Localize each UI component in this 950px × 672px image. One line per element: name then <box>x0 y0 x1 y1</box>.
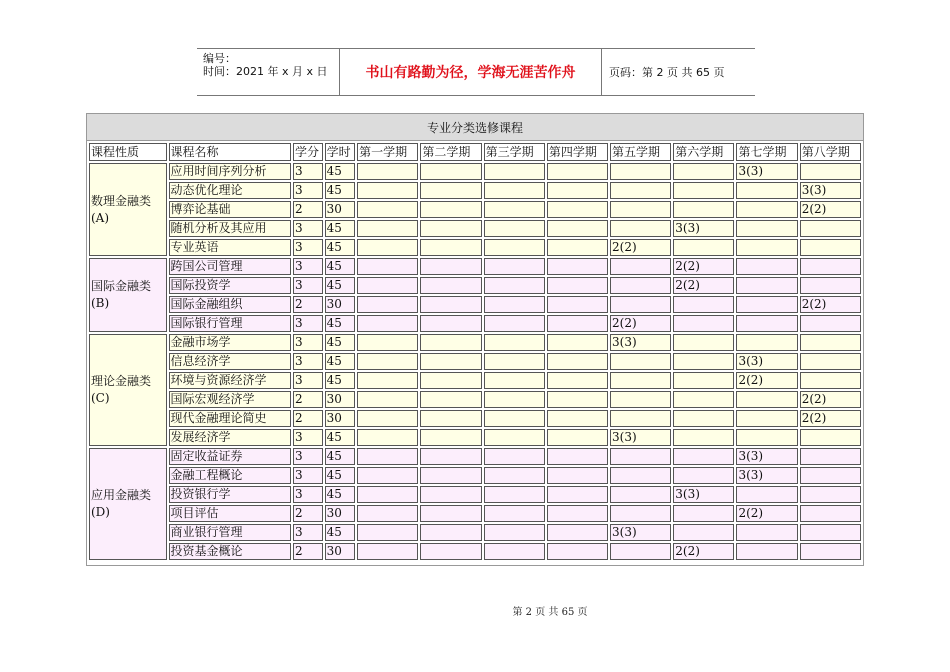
semester-cell <box>484 524 545 541</box>
semester-cell <box>800 372 861 389</box>
course-credit: 3 <box>293 486 323 503</box>
course-name: 专业英语 <box>169 239 291 256</box>
semester-cell <box>547 201 608 218</box>
semester-cell <box>736 239 797 256</box>
category-cell <box>89 163 167 256</box>
course-hours: 45 <box>325 182 356 199</box>
semester-cell <box>484 315 545 332</box>
semester-cell: 2(2) <box>736 372 797 389</box>
semester-cell <box>484 239 545 256</box>
table-row <box>89 391 861 408</box>
course-credit: 3 <box>293 524 323 541</box>
course-name: 应用时间序列分析 <box>169 163 291 180</box>
semester-cell: 3(3) <box>736 163 797 180</box>
course-credit: 3 <box>293 315 323 332</box>
semester-cell <box>547 353 608 370</box>
semester-cell <box>484 258 545 275</box>
semester-cell <box>610 163 671 180</box>
time-label: 时间：2021 年 x 月 x 日 <box>203 65 328 78</box>
semester-cell <box>800 315 861 332</box>
table-row <box>89 543 861 560</box>
semester-cell <box>610 182 671 199</box>
course-name: 动态优化理论 <box>169 182 291 199</box>
semester-cell: 2(2) <box>673 277 734 294</box>
semester-cell <box>673 334 734 351</box>
column-header: 第五学期 <box>610 143 671 161</box>
category-name: 国际金融类 <box>91 279 152 293</box>
table-row <box>89 467 861 484</box>
table-row <box>89 277 861 294</box>
semester-cell <box>800 353 861 370</box>
course-name: 投资基金概论 <box>169 543 291 560</box>
course-name: 现代金融理论简史 <box>169 410 291 427</box>
table-row <box>89 353 861 370</box>
course-name: 固定收益证券 <box>169 448 291 465</box>
semester-cell <box>484 410 545 427</box>
semester-cell <box>484 353 545 370</box>
semester-cell: 3(3) <box>800 182 861 199</box>
semester-cell <box>357 258 418 275</box>
course-hours: 30 <box>325 201 356 218</box>
semester-cell <box>673 448 734 465</box>
course-name: 发展经济学 <box>169 429 291 446</box>
semester-cell <box>420 429 481 446</box>
semester-cell: 2(2) <box>800 391 861 408</box>
semester-cell <box>673 296 734 313</box>
semester-cell <box>484 296 545 313</box>
semester-cell <box>547 163 608 180</box>
category-cell <box>89 258 167 332</box>
semester-cell: 2(2) <box>610 239 671 256</box>
table-row <box>89 372 861 389</box>
semester-cell <box>357 220 418 237</box>
semester-cell: 2(2) <box>673 258 734 275</box>
semester-cell <box>673 372 734 389</box>
semester-cell <box>547 448 608 465</box>
course-hours: 30 <box>325 543 356 560</box>
semester-cell <box>420 467 481 484</box>
table-row <box>89 201 861 218</box>
semester-cell <box>484 334 545 351</box>
semester-cell <box>610 448 671 465</box>
semester-cell <box>610 410 671 427</box>
semester-cell <box>547 372 608 389</box>
course-credit: 3 <box>293 353 323 370</box>
course-credit: 3 <box>293 163 323 180</box>
semester-cell <box>736 220 797 237</box>
semester-cell <box>484 372 545 389</box>
table-row <box>89 410 861 427</box>
semester-cell <box>420 505 481 522</box>
semester-cell <box>610 353 671 370</box>
course-name: 项目评估 <box>169 505 291 522</box>
semester-cell <box>357 505 418 522</box>
course-credit: 3 <box>293 182 323 199</box>
semester-cell <box>420 486 481 503</box>
semester-cell <box>547 486 608 503</box>
course-credit: 3 <box>293 258 323 275</box>
course-name: 投资银行学 <box>169 486 291 503</box>
serial-label: 编号： <box>203 52 236 65</box>
semester-cell <box>610 543 671 560</box>
course-credit: 3 <box>293 448 323 465</box>
semester-cell <box>484 391 545 408</box>
semester-cell: 3(3) <box>736 467 797 484</box>
semester-cell: 3(3) <box>736 448 797 465</box>
semester-cell <box>357 353 418 370</box>
semester-cell <box>547 220 608 237</box>
course-credit: 2 <box>293 391 323 408</box>
semester-cell <box>547 296 608 313</box>
semester-cell <box>357 163 418 180</box>
course-credit: 2 <box>293 296 323 313</box>
table-row <box>89 505 861 522</box>
semester-cell <box>610 296 671 313</box>
semester-cell <box>547 543 608 560</box>
semester-cell <box>736 391 797 408</box>
semester-cell <box>800 505 861 522</box>
semester-cell <box>673 524 734 541</box>
semester-cell <box>673 410 734 427</box>
semester-cell <box>547 315 608 332</box>
category-cell <box>89 334 167 446</box>
semester-cell <box>357 467 418 484</box>
category-code: (D) <box>91 505 110 519</box>
course-name: 国际投资学 <box>169 277 291 294</box>
semester-cell <box>610 467 671 484</box>
semester-cell <box>357 410 418 427</box>
category-cell <box>89 448 167 560</box>
semester-cell: 3(3) <box>610 524 671 541</box>
semester-cell <box>673 201 734 218</box>
semester-cell <box>420 296 481 313</box>
semester-cell <box>484 163 545 180</box>
course-hours: 45 <box>325 277 356 294</box>
course-credit: 3 <box>293 334 323 351</box>
course-name: 金融工程概论 <box>169 467 291 484</box>
category-name: 应用金融类 <box>91 488 152 502</box>
category-code: (C) <box>91 391 110 405</box>
semester-cell <box>610 201 671 218</box>
semester-cell <box>420 239 481 256</box>
semester-cell <box>420 524 481 541</box>
course-credit: 2 <box>293 201 323 218</box>
course-hours: 45 <box>325 315 356 332</box>
semester-cell <box>420 201 481 218</box>
table-row <box>89 429 861 446</box>
course-name: 金融市场学 <box>169 334 291 351</box>
semester-cell <box>610 391 671 408</box>
semester-cell: 3(3) <box>736 353 797 370</box>
table-row <box>89 239 861 256</box>
course-credit: 3 <box>293 220 323 237</box>
semester-cell <box>736 258 797 275</box>
semester-cell <box>547 277 608 294</box>
course-credit: 3 <box>293 239 323 256</box>
semester-cell <box>800 486 861 503</box>
semester-cell <box>357 201 418 218</box>
course-credit: 2 <box>293 543 323 560</box>
table-row <box>89 448 861 465</box>
semester-cell <box>357 524 418 541</box>
semester-cell <box>736 277 797 294</box>
semester-cell <box>547 467 608 484</box>
page-header <box>197 48 755 96</box>
table-row <box>89 334 861 351</box>
semester-cell <box>736 429 797 446</box>
semester-cell <box>357 543 418 560</box>
semester-cell <box>673 505 734 522</box>
course-hours: 30 <box>325 505 356 522</box>
semester-cell <box>420 353 481 370</box>
semester-cell <box>736 334 797 351</box>
semester-cell <box>736 201 797 218</box>
table-row <box>89 524 861 541</box>
semester-cell <box>547 410 608 427</box>
course-name: 国际银行管理 <box>169 315 291 332</box>
course-hours: 45 <box>325 429 356 446</box>
semester-cell <box>610 505 671 522</box>
semester-cell <box>547 239 608 256</box>
semester-cell <box>547 182 608 199</box>
semester-cell <box>673 467 734 484</box>
course-hours: 45 <box>325 353 356 370</box>
semester-cell <box>673 163 734 180</box>
course-grid <box>87 141 863 562</box>
semester-cell <box>420 448 481 465</box>
semester-cell: 2(2) <box>800 296 861 313</box>
column-header: 学时 <box>325 143 356 161</box>
semester-cell <box>547 429 608 446</box>
semester-cell <box>484 505 545 522</box>
semester-cell <box>484 201 545 218</box>
semester-cell <box>357 486 418 503</box>
table-row <box>89 486 861 503</box>
course-credit: 3 <box>293 372 323 389</box>
course-name: 国际宏观经济学 <box>169 391 291 408</box>
semester-cell <box>736 296 797 313</box>
course-hours: 45 <box>325 372 356 389</box>
course-name: 环境与资源经济学 <box>169 372 291 389</box>
table-row <box>89 182 861 199</box>
semester-cell: 2(2) <box>736 505 797 522</box>
semester-cell <box>484 429 545 446</box>
semester-cell <box>736 182 797 199</box>
course-hours: 30 <box>325 410 356 427</box>
header-motto: 书山有路勤为径，学海无涯苦作舟 <box>340 49 602 95</box>
course-name: 博弈论基础 <box>169 201 291 218</box>
semester-cell <box>610 486 671 503</box>
semester-cell <box>357 277 418 294</box>
semester-cell: 3(3) <box>610 429 671 446</box>
column-header: 第六学期 <box>673 143 734 161</box>
semester-cell <box>484 220 545 237</box>
semester-cell <box>420 391 481 408</box>
course-hours: 45 <box>325 448 356 465</box>
semester-cell <box>736 410 797 427</box>
semester-cell <box>357 429 418 446</box>
semester-cell <box>484 543 545 560</box>
semester-cell <box>673 429 734 446</box>
course-table <box>86 113 864 566</box>
semester-cell <box>357 334 418 351</box>
course-credit: 3 <box>293 429 323 446</box>
course-credit: 2 <box>293 410 323 427</box>
column-header: 课程性质 <box>89 143 167 161</box>
table-header-row <box>89 143 861 161</box>
semester-cell <box>357 182 418 199</box>
semester-cell <box>610 220 671 237</box>
course-credit: 3 <box>293 467 323 484</box>
column-header: 第四学期 <box>547 143 608 161</box>
semester-cell <box>484 467 545 484</box>
table-row <box>89 163 861 180</box>
semester-cell <box>673 315 734 332</box>
semester-cell <box>547 524 608 541</box>
semester-cell <box>547 505 608 522</box>
column-header: 第一学期 <box>357 143 418 161</box>
semester-cell <box>420 220 481 237</box>
course-hours: 45 <box>325 239 356 256</box>
semester-cell: 3(3) <box>673 220 734 237</box>
semester-cell <box>800 429 861 446</box>
course-name: 国际金融组织 <box>169 296 291 313</box>
semester-cell: 3(3) <box>673 486 734 503</box>
semester-cell <box>484 182 545 199</box>
header-meta <box>197 49 340 95</box>
course-name: 跨国公司管理 <box>169 258 291 275</box>
column-header: 第二学期 <box>420 143 481 161</box>
semester-cell <box>420 372 481 389</box>
semester-cell <box>800 334 861 351</box>
semester-cell <box>673 391 734 408</box>
semester-cell <box>800 220 861 237</box>
semester-cell <box>610 372 671 389</box>
semester-cell <box>800 543 861 560</box>
course-credit: 2 <box>293 505 323 522</box>
page-footer: 第 2 页 共 65 页 <box>512 607 588 618</box>
semester-cell: 2(2) <box>800 410 861 427</box>
semester-cell <box>420 277 481 294</box>
semester-cell <box>357 391 418 408</box>
semester-cell: 2(2) <box>610 315 671 332</box>
semester-cell <box>673 182 734 199</box>
semester-cell <box>800 239 861 256</box>
semester-cell: 2(2) <box>673 543 734 560</box>
course-hours: 45 <box>325 467 356 484</box>
table-row <box>89 315 861 332</box>
column-header: 第三学期 <box>484 143 545 161</box>
course-hours: 45 <box>325 334 356 351</box>
semester-cell <box>420 315 481 332</box>
semester-cell <box>357 315 418 332</box>
semester-cell <box>357 239 418 256</box>
semester-cell <box>420 182 481 199</box>
column-header: 第七学期 <box>736 143 797 161</box>
semester-cell <box>673 239 734 256</box>
semester-cell <box>357 448 418 465</box>
header-page-code: 页码：第 2 页 共 65 页 <box>609 66 725 79</box>
semester-cell <box>736 543 797 560</box>
semester-cell <box>420 334 481 351</box>
course-name: 商业银行管理 <box>169 524 291 541</box>
course-name: 随机分析及其应用 <box>169 220 291 237</box>
semester-cell <box>484 277 545 294</box>
semester-cell <box>547 391 608 408</box>
semester-cell <box>420 163 481 180</box>
course-hours: 45 <box>325 258 356 275</box>
semester-cell <box>420 258 481 275</box>
semester-cell <box>357 296 418 313</box>
course-hours: 45 <box>325 163 356 180</box>
category-name: 理论金融类 <box>91 374 152 388</box>
table-title: 专业分类选修课程 <box>87 114 863 141</box>
semester-cell <box>484 448 545 465</box>
table-row <box>89 220 861 237</box>
course-name: 信息经济学 <box>169 353 291 370</box>
semester-cell: 2(2) <box>800 201 861 218</box>
column-header: 第八学期 <box>800 143 861 161</box>
semester-cell <box>357 372 418 389</box>
course-credit: 3 <box>293 277 323 294</box>
semester-cell <box>800 277 861 294</box>
semester-cell <box>800 258 861 275</box>
column-header: 课程名称 <box>169 143 291 161</box>
semester-cell <box>736 486 797 503</box>
column-header: 学分 <box>293 143 323 161</box>
semester-cell <box>736 315 797 332</box>
semester-cell <box>673 353 734 370</box>
semester-cell <box>736 524 797 541</box>
semester-cell <box>800 448 861 465</box>
semester-cell <box>800 163 861 180</box>
semester-cell <box>420 543 481 560</box>
semester-cell <box>800 467 861 484</box>
category-code: (B) <box>91 296 110 310</box>
course-hours: 45 <box>325 524 356 541</box>
semester-cell <box>420 410 481 427</box>
table-row <box>89 258 861 275</box>
course-hours: 45 <box>325 486 356 503</box>
semester-cell <box>547 334 608 351</box>
semester-cell <box>610 277 671 294</box>
semester-cell <box>547 258 608 275</box>
semester-cell <box>484 486 545 503</box>
table-row <box>89 296 861 313</box>
semester-cell <box>610 258 671 275</box>
course-hours: 45 <box>325 220 356 237</box>
course-hours: 30 <box>325 296 356 313</box>
semester-cell <box>800 524 861 541</box>
category-code: (A) <box>91 210 110 225</box>
course-hours: 30 <box>325 391 356 408</box>
category-name: 数理金融类 <box>91 193 152 208</box>
semester-cell: 3(3) <box>610 334 671 351</box>
